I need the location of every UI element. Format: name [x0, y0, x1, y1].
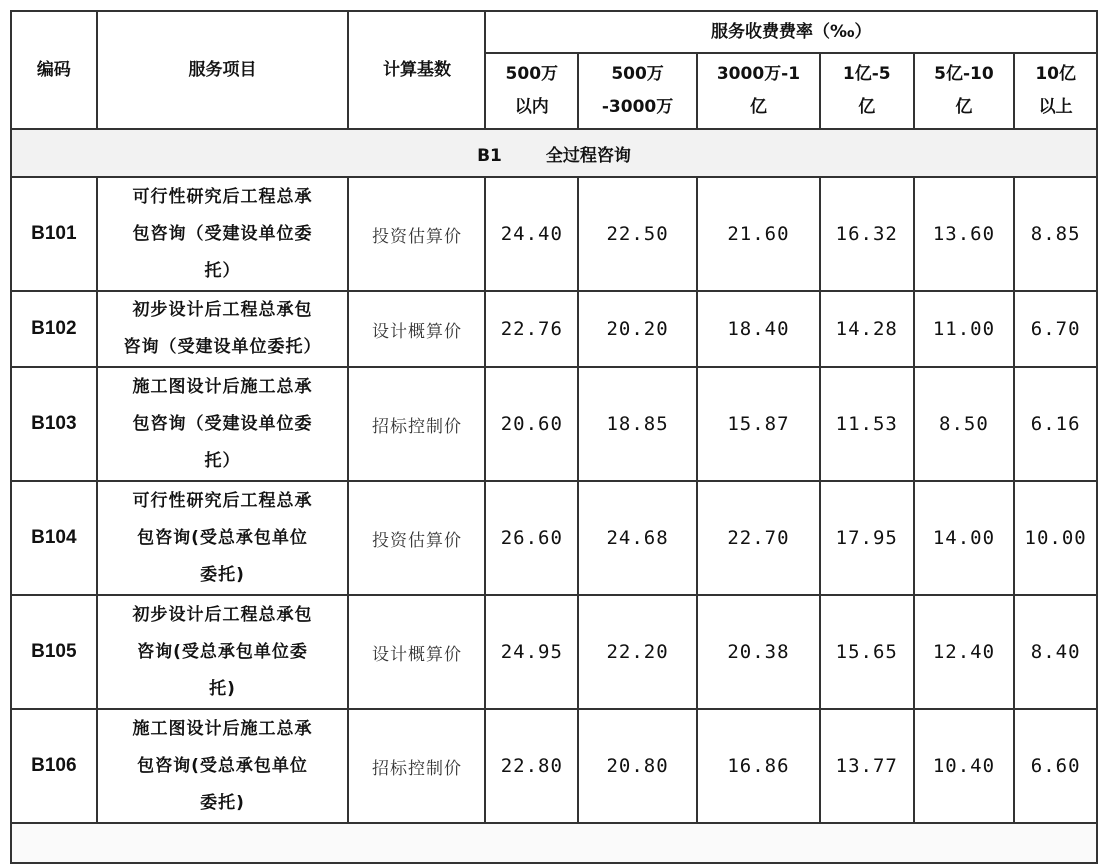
table-row: [11, 177, 1097, 291]
header-code: 编码: [11, 11, 97, 129]
row-service-item: 初步设计后工程总承包 咨询（受建设单位委托）: [97, 291, 349, 367]
rate-cell: 22.70: [697, 481, 820, 595]
header-range-1: 500万 以内: [485, 53, 578, 129]
rate-cell: 26.60: [485, 481, 578, 595]
header-range-5: 5亿-10 亿: [914, 53, 1015, 129]
rate-cell: 10.00: [1014, 481, 1097, 595]
header-service-item: 服务项目: [97, 11, 349, 129]
section-title: 全过程咨询: [545, 145, 631, 166]
row-service-item: 可行性研究后工程总承 包咨询(受总承包单位 委托): [97, 481, 349, 595]
rate-cell: 20.80: [578, 709, 697, 823]
row-service-item: 施工图设计后施工总承 包咨询(受总承包单位 委托): [97, 709, 349, 823]
rate-cell: 22.20: [578, 595, 697, 709]
rate-cell: 16.32: [820, 177, 914, 291]
rate-cell: 11.53: [820, 367, 914, 481]
rate-cell: 24.68: [578, 481, 697, 595]
rate-cell: 13.77: [820, 709, 914, 823]
header-range-4: 1亿-5 亿: [820, 53, 914, 129]
rate-cell: 12.40: [914, 595, 1015, 709]
rate-cell: 21.60: [697, 177, 820, 291]
table-row: [11, 481, 1097, 595]
fee-rate-table: [10, 10, 1098, 864]
rate-cell: 8.40: [1014, 595, 1097, 709]
rate-cell: 10.40: [914, 709, 1015, 823]
header-range-6: 10亿 以上: [1014, 53, 1097, 129]
empty-footer-row: [11, 823, 1097, 863]
rate-cell: 16.86: [697, 709, 820, 823]
rate-cell: 24.40: [485, 177, 578, 291]
rate-cell: 15.87: [697, 367, 820, 481]
row-code: B106: [11, 709, 97, 823]
row-code: B105: [11, 595, 97, 709]
row-service-item: 施工图设计后施工总承 包咨询（受建设单位委 托）: [97, 367, 349, 481]
table-row: [11, 595, 1097, 709]
rate-cell: 22.76: [485, 291, 578, 367]
row-service-item: 初步设计后工程总承包 咨询(受总承包单位委 托): [97, 595, 349, 709]
row-code: B103: [11, 367, 97, 481]
rate-cell: 20.38: [697, 595, 820, 709]
row-calc-basis: 投资估算价: [348, 177, 485, 291]
rate-cell: 6.16: [1014, 367, 1097, 481]
table-row: [11, 291, 1097, 367]
rate-cell: 22.80: [485, 709, 578, 823]
row-code: B102: [11, 291, 97, 367]
row-calc-basis: 招标控制价: [348, 709, 485, 823]
row-calc-basis: 投资估算价: [348, 481, 485, 595]
rate-cell: 6.70: [1014, 291, 1097, 367]
header-range-2: 500万 -3000万: [578, 53, 697, 129]
rate-cell: 6.60: [1014, 709, 1097, 823]
rate-cell: 17.95: [820, 481, 914, 595]
row-code: B101: [11, 177, 97, 291]
section-code: B1: [477, 145, 502, 166]
row-code: B104: [11, 481, 97, 595]
row-calc-basis: 设计概算价: [348, 595, 485, 709]
rate-cell: 13.60: [914, 177, 1015, 291]
header-fee-rate: 服务收费费率（‰）: [485, 11, 1097, 53]
rate-cell: 8.50: [914, 367, 1015, 481]
table-row: [11, 709, 1097, 823]
row-service-item: 可行性研究后工程总承 包咨询（受建设单位委 托）: [97, 177, 349, 291]
rate-cell: 20.20: [578, 291, 697, 367]
rate-cell: 14.28: [820, 291, 914, 367]
rate-cell: 11.00: [914, 291, 1015, 367]
header-calc-basis: 计算基数: [348, 11, 485, 129]
rate-cell: 22.50: [578, 177, 697, 291]
rate-cell: 18.85: [578, 367, 697, 481]
rate-cell: 24.95: [485, 595, 578, 709]
rate-cell: 14.00: [914, 481, 1015, 595]
header-range-3: 3000万-1 亿: [697, 53, 820, 129]
rate-cell: 15.65: [820, 595, 914, 709]
row-calc-basis: 招标控制价: [348, 367, 485, 481]
section-row: [11, 129, 1097, 177]
row-calc-basis: 设计概算价: [348, 291, 485, 367]
rate-cell: 20.60: [485, 367, 578, 481]
rate-cell: 8.85: [1014, 177, 1097, 291]
table-row: [11, 367, 1097, 481]
rate-cell: 18.40: [697, 291, 820, 367]
